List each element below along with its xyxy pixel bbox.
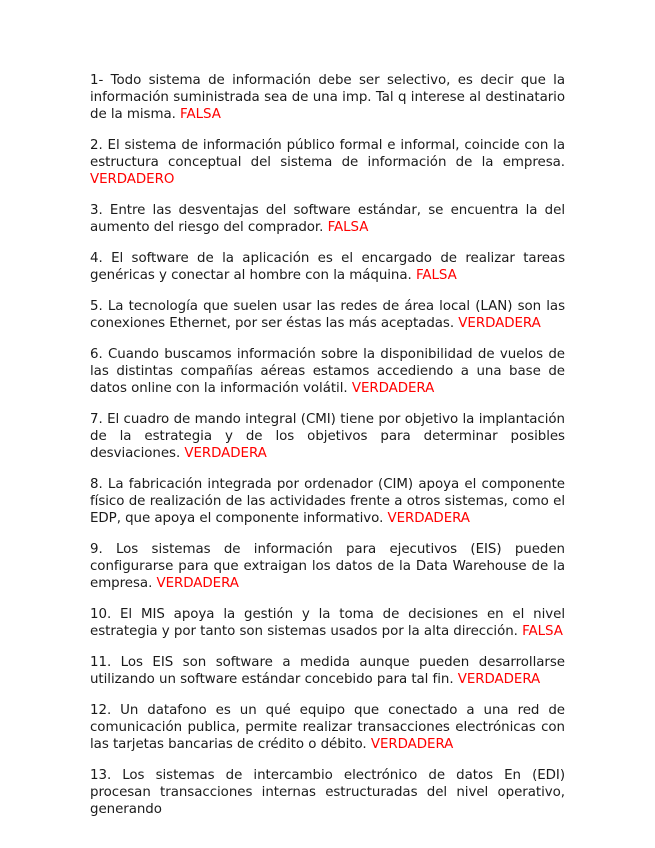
question-8 xyxy=(90,476,565,527)
question-11 xyxy=(90,654,565,688)
question-text: 5. La tecnología que suelen usar las redes de área local (LAN) son las conexiones Ethernet, por ser éstas las más aceptadas. xyxy=(90,299,565,331)
question-6 xyxy=(90,346,565,397)
answer-label: FALSA xyxy=(327,220,369,235)
answer-label: VERDADERA xyxy=(458,316,541,331)
question-text: 10. El MIS apoya la gestión y la toma de decisiones en el nivel estrategia y por tanto son sistemas usados por la alta dirección. xyxy=(90,607,565,639)
question-text: 4. El software de la aplicación es el encargado de realizar tareas genéricas y conectar al hombre con la máquina. xyxy=(90,251,565,283)
answer-label: VERDADERA xyxy=(457,672,541,687)
question-text: 6. Cuando buscamos información sobre la disponibilidad de vuelos de las distintas compañías aéreas estamos accediendo a una base de datos online con la información volátil. xyxy=(90,347,565,396)
answer-label: VERDADERA xyxy=(370,737,454,752)
question-text: 3. Entre las desventajas del software estándar, se encuentra la del aumento del riesgo del comprador. xyxy=(90,203,565,235)
question-5 xyxy=(90,298,565,332)
question-text: 11. Los EIS son software a medida aunque pueden desarrollarse utilizando un software estándar concebido para tal fin. xyxy=(90,655,565,687)
answer-label: VERDADERA xyxy=(184,446,267,461)
question-text: 8. La fabricación integrada por ordenador (CIM) apoya el componente físico de realización de las actividades frente a otros sistemas, como el EDP, que apoya el componente informativo. xyxy=(90,477,565,526)
answer-label: VERDADERA xyxy=(387,511,470,526)
question-text: 1- Todo sistema de información debe ser selectivo, es decir que la información suministrada sea de una imp. Tal q interese al destinatario de la misma. xyxy=(90,73,565,122)
question-text: 7. El cuadro de mando integral (CMI) tiene por objetivo la implantación de la estrategia y de los objetivos para determinar posibles desviaciones. xyxy=(90,412,565,461)
question-2 xyxy=(90,137,565,188)
question-text: 9. Los sistemas de información para ejecutivos (EIS) pueden configurarse para que extraigan los datos de la Data Warehouse de la empresa. xyxy=(90,542,565,591)
answer-label: FALSA xyxy=(415,268,457,283)
question-text: 12. Un datafono es un qué equipo que conectado a una red de comunicación publica, permite realizar transacciones electrónicas con las tarjetas bancarias de crédito o débito. xyxy=(90,703,565,752)
answer-label: FALSA xyxy=(180,107,221,122)
answer-label: VERDADERA xyxy=(156,576,239,591)
question-12 xyxy=(90,702,565,753)
question-3 xyxy=(90,202,565,236)
question-4 xyxy=(90,250,565,284)
question-text: 2. El sistema de información público formal e informal, coincide con la estructura conceptual del sistema de información de la empresa. xyxy=(90,138,565,170)
question-13 xyxy=(90,767,565,818)
question-1 xyxy=(90,72,565,123)
question-7 xyxy=(90,411,565,462)
answer-label: FALSA xyxy=(522,624,563,639)
answer-label: VERDADERA xyxy=(351,381,435,396)
answer-label: VERDADERO xyxy=(90,172,175,187)
question-10 xyxy=(90,606,565,640)
question-text: 13. Los sistemas de intercambio electrónico de datos En (EDI) procesan transacciones internas estructuradas del nivel operativo, generando xyxy=(90,768,565,817)
question-9 xyxy=(90,541,565,592)
